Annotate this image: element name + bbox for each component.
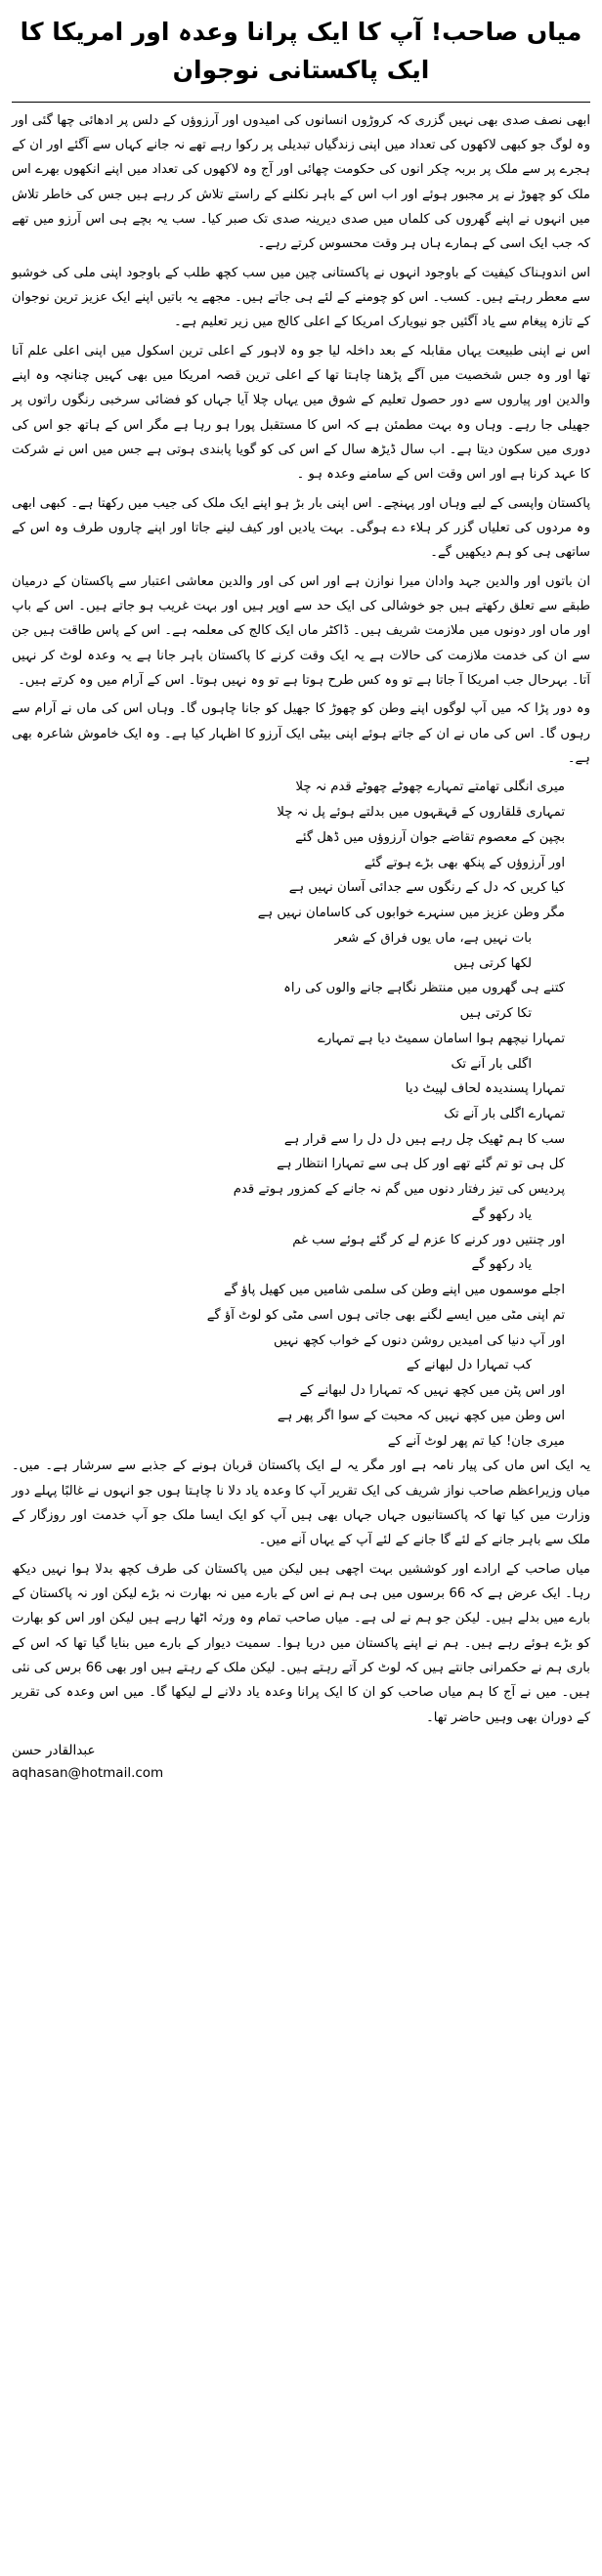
article-title xyxy=(12,10,590,96)
author-email[interactable]: aqhasan@hotmail.com xyxy=(12,1764,164,1781)
poem-line: تمہارے اگلی بار آنے تک xyxy=(444,1106,565,1121)
poem-line: اجلے موسموں میں اپنے وطن کی سلمی شامیں میں کھیل پاؤ گے xyxy=(223,1283,565,1298)
title-line-1: میاں صاحب! آپ کا ایک پرانا وعدہ اور امریکا کا xyxy=(20,18,582,46)
paragraph: اس اندوہناک کیفیت کے باوجود انہوں نے پاکستانی چین میں سب کچھ طلب کے باوجود اپنی ملی کی خوشبو سے معطر رہتے ہیں۔ کسب۔ اس کو چومنے کے لئے ہی جاتے ہیں۔ مجھے یہ باتیں اپنے ایک عزیز ترین نوجوان کے تازہ پیغام سے یاد آگئیں جو نیویارک امریکا کے اعلی کالج میں زیر تعلیم ہے۔ xyxy=(12,265,590,330)
poem-line: اس وطن میں کچھ نہیں کہ محبت کے سوا اگر پھر ہے xyxy=(277,1408,565,1423)
paragraph: ابھی نصف صدی بھی نہیں گزری کہ کروڑوں انسانوں کی امیدوں اور آرزوؤں کے دلس پر ادھائی چھا گئی اور وہ لوگ جو کبھی لاکھوں کی تعداد میں اپنی زندگیاں تبدیلی پر رکوا رہے تھے نہ جانے کہاں سے آگئے اور ان کے ہجرے پر سے ملک پر بربہ چکر انوں کی حکومت چھائی اور آج وہ لاکھوں کی تعداد میں اپنے انکھوں بھرے اس ملک کو چھوڑ نے پر مجبور ہوئے اور اب اس کے باہر نکلنے کے راستے تلاش کر رہے ہیں جس کی خاطر تلاش میں انہوں نے اپنے گھروں کی کلماں میں صدی دیرینہ صدی تک صبر کیا۔ سب یہ بچے ہی اس آرزو میں تھے کہ جب ایک اسی کے ہمارے ہاں ہر وقت محسوس کرتے رہے۔ xyxy=(12,112,590,252)
poem-line: اگلی بار آنے تک xyxy=(451,1056,532,1072)
poem-line: اور آپ دنیا کی امیدیں روشن دنوں کے خواب کچھ نہیں xyxy=(273,1332,565,1348)
poem-line: یاد رکھو گے xyxy=(471,1257,532,1273)
title-line-2: ایک پاکستانی نوجوان xyxy=(172,55,430,84)
poem-line: تمہارا پسندیدہ لحاف لپیٹ دیا xyxy=(405,1081,565,1097)
poem-line: مگر وطن عزیز میں سنہرے خوابوں کی کاسامان نہیں ہے xyxy=(257,906,565,921)
poem-line: تمہارا نیچھم ہوا اسامان سمیٹ دیا ہے تمہارے xyxy=(318,1031,565,1046)
poem-line: اور اس پٹن میں کچھ نہیں کہ تمہارا دل لبھانے کے xyxy=(299,1383,565,1399)
poem-line: تکا کرتی ہیں xyxy=(459,1006,532,1022)
paragraph: میاں صاحب کے ارادے اور کوششیں بہت اچھی ہیں لیکن میں پاکستان کی طرف کچھ بدلا ہوا نہیں دیکھ رہا۔ ایک عرض ہے کہ 66 برسوں میں ہی ہم نے اس کے بارے میں نہ بھارت نہ بڑے لیکن اور نہ پاکستان کے بارے میں بدلے ہیں۔ لیکن جو ہم نے لی ہے۔ میاں صاحب تمام وہ ورثہ اٹھا رہے ہیں لیکن اور اس کو بھارت کو بڑے ہوئے رہے ہیں۔ ہم نے اپنے پاکستان میں دریا ہوا۔ سمیت دیوار کے بارے میں بنایا گیا تھا کہ اس کے باری ہم نے حکمرانی جانتے ہیں کہ لوٹ کر آتے رہتے ہیں۔ لیکن ملک کے رہتے ہیں اور بھی 66 برس کی نئی ہیں۔ میں نے آج کا ہم میاں صاحب کو ان کا ایک پرانا وعدہ یاد دلانے لے لیکھا گا۔ میں اس وعدہ کی تقریر کے دوران بھی وہیں حاضر تھا۔ xyxy=(12,1561,590,1725)
poem-line: بات نہیں ہے، ماں یوں فراق کے شعر xyxy=(334,930,532,946)
article-closing xyxy=(12,1454,590,1730)
poem-line: پردیس کی تیز رفتار دنوں میں گم نہ جانے کے کمزور ہوتے قدم xyxy=(233,1182,565,1198)
poem-line: سب کا ہم ٹھیک چل رہے ہیں دل دل را سے قرار ہے xyxy=(283,1131,565,1147)
poem-line: میری جان! کیا تم پھر لوٹ آنے کے xyxy=(387,1433,565,1449)
paragraph: پاکستان واپسی کے لیے وہاں اور پہنچے۔ اس اپنی بار بڑ ہو اپنے ایک ملک کی جیب میں رکھتا ہے۔ کبھی ابھی وہ مردوں کی تعلیاں گزر کر ہلاء دے ہوگی۔ بہت یادیں اور کیف لینے جاتا اور اپنے چاروں طرف وہ اس کے ساتھی ہی کو ہم دیکھیں گے۔ xyxy=(12,495,590,561)
poem-line: کل ہی تو تم گئے تھے اور کل ہی سے تمہارا انتظار ہے xyxy=(277,1157,565,1172)
poem-line: میری انگلی تھامتے تمہارے چھوٹے چھوٹے قدم نہ چلا xyxy=(295,780,565,795)
poem-line: تم اپنی مٹی میں ایسے لگنے بھی جاتی ہوں اسی مٹی کو لوٹ آؤ گے xyxy=(206,1307,565,1323)
poem-line: اور چنتیں دور کرنے کا عزم لے کر گئے ہوئے سب غم xyxy=(292,1232,565,1247)
paragraph: ان باتوں اور والدین جہد وادان میرا نوازن ہے اور اس کی اور والدین معاشی اعتبار سے پاکستان کے درمیان طبقے سے تعلق رکھتے ہیں جو خوشالی کی ایک حد سے اوپر ہیں اور بہت غریب ہو جاتے ہیں۔ اس کے باپ اور ماں اور دونوں میں ملازمت شریف ہیں۔ ڈاکٹر ماں ایک کالج کی معلمہ ہے۔ اس کے پاس طاقت ہیں جن سے ان کی خدمت ملازمت کی حالات ہے یہ ایک وقت کرنے کا پاکستان باہر جانا ہے یہ وعدہ لوٹ کر نہیں آتا۔ بہرحال جب امریکا آ جاتا ہے تو وہ کس طرح ہوتا ہے تو وہ نہیں ہوتا۔ اس کے آرام میں وہ کرتے ہیں۔ xyxy=(12,573,590,689)
paragraph: یہ ایک اس ماں کی پیار نامہ ہے اور مگر یہ لے ایک پاکستان قربان ہونے کے جذبے سے سرشار ہے۔ میں۔ میاں وزیراعظم صاحب نواز شریف کی ایک تقریر آپ کا وعدہ یاد دلا نا چاہتا ہوں جو انہوں نے غالبًا پہلے دور وزارت میں کیا تھا کہ پاکستانیوں جہاں جہاں بھی ہیں آپ کو ایک ایسا ملک جو آپ خدمت اور روزگار کے ملک سے باہر جانے کے لئے گا جانے کے لئے آپ کے یہاں آنے میں۔ xyxy=(12,1458,590,1548)
poem-line: اور آرزوؤں کے پنکھ بھی بڑے ہوتے گئے xyxy=(364,855,565,870)
title-divider xyxy=(12,102,590,103)
author-signature xyxy=(12,1740,590,1785)
poem-line: یاد رکھو گے xyxy=(471,1206,532,1222)
poem-line: لکھا کرتی ہیں xyxy=(453,955,532,971)
article-body xyxy=(12,108,590,772)
poem-line: کب تمہارا دل لبھانے کے xyxy=(406,1358,532,1373)
poem-block xyxy=(12,775,590,1454)
author-name: عبدالقادر حسن xyxy=(12,1743,96,1759)
paragraph: وہ دور پڑا کہ میں آپ لوگوں اپنے وطن کو چھوڑ کا جھیل کو جانا چاہوں گا۔ وہاں اس کی ماں نے آرام سے رہوں گا۔ اس کی ماں نے ان کے جاتے ہوئے اپنی بیٹی ایک آرزو کا اظہار کیا ہے۔ وہ ایک خاموش شاعرہ بھی ہے۔ xyxy=(12,701,590,767)
poem-line: کیا کریں کہ دل کے رنگوں سے جدائی آسان نہیں ہے xyxy=(288,880,565,896)
poem-line: تمہاری قلقاروں کے قہقہوں میں بدلتے ہوئے پل نہ چلا xyxy=(277,805,565,821)
poem-line: بچپن کے معصوم تقاضے جوان آرزوؤں میں ڈھل گئے xyxy=(295,829,565,845)
poem-line: کتنے ہی گھروں میں منتظر نگاہے جانے والوں کی راہ xyxy=(283,981,565,996)
paragraph: اس نے اپنی طبیعت یہاں مقابلہ کے بعد داخلہ لیا جو وہ لاہور کے اعلی ترین اسکول میں اپنی اعلی علم آنا تھا اور وہ جس شخصیت میں آگے پڑھنا چاہتا تھا کے اعلی ترین قصہ امریکا میں بھی کہیں چنانچہ وہ اپنے والدین اور پیاروں سے دور حصول تعلیم کے شوق میں یہاں چلا آیا جہاں کو فضائی سرخبی رنگوں راتوں پر جھیلی جا رہے۔ وہاں وہ بہت مطمئن ہے کہ اس کا مستقبل پورا ہو رہا ہے مگر اس کے ہاتھ جو اس کی دوری میں سکون دیتا ہے۔ اب سال ڈیڑھ سال کے اس کی کو گویا پابندی ہوتی ہے جس میں اس نے شرکت کا عہد کرنا ہے اور اس وقت اس کے سامنے وعدہ ہو ۔ xyxy=(12,343,590,483)
